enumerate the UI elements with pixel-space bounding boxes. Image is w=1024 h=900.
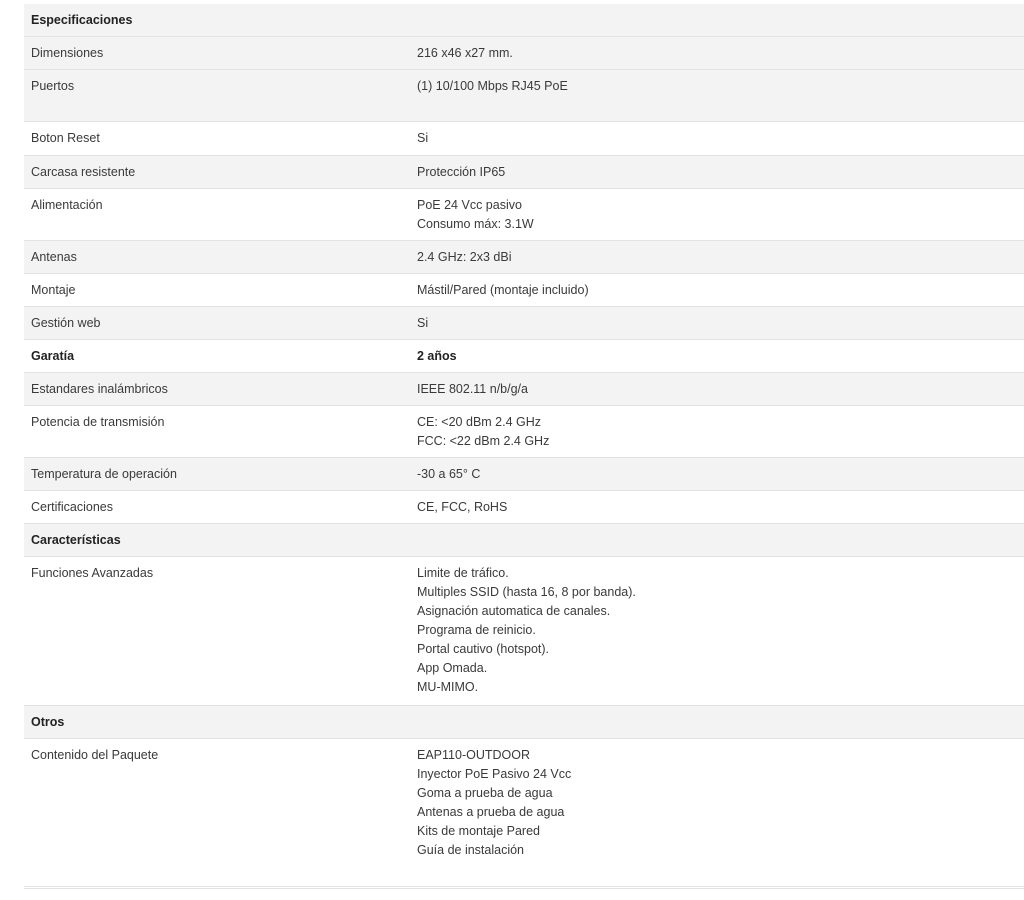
spec-value-line: Consumo máx: 3.1W bbox=[417, 217, 534, 231]
spec-value bbox=[417, 347, 1024, 372]
spec-label: Carcasa resistente bbox=[31, 165, 136, 179]
spec-value bbox=[417, 380, 1024, 405]
spec-value-line: Limite de tráfico. bbox=[417, 566, 509, 580]
spec-value-line: Si bbox=[417, 131, 429, 145]
spec-row bbox=[24, 274, 1024, 307]
spec-value bbox=[417, 564, 1024, 705]
spec-row bbox=[24, 307, 1024, 340]
spec-row bbox=[24, 458, 1024, 491]
spec-value bbox=[417, 11, 1024, 36]
section-header-row bbox=[24, 524, 1024, 557]
spec-label: Funciones Avanzadas bbox=[31, 566, 154, 580]
spec-row bbox=[24, 241, 1024, 274]
spec-value-line: CE: <20 dBm 2.4 GHz bbox=[417, 415, 542, 429]
spec-value-line: Kits de montaje Pared bbox=[417, 824, 540, 838]
spec-value bbox=[417, 77, 1024, 121]
spec-label: Alimentación bbox=[31, 198, 103, 212]
section-title: Otros bbox=[31, 715, 65, 729]
spec-value bbox=[417, 498, 1024, 523]
spec-label: Dimensiones bbox=[31, 46, 104, 60]
divider bbox=[24, 888, 1024, 889]
spec-row bbox=[24, 491, 1024, 524]
spec-label: Boton Reset bbox=[31, 131, 100, 145]
spec-value-line: MU-MIMO. bbox=[417, 680, 479, 694]
spec-value bbox=[417, 413, 1024, 457]
spec-label: Temperatura de operación bbox=[31, 467, 177, 481]
spec-value bbox=[417, 196, 1024, 240]
spec-value-line: Goma a prueba de agua bbox=[417, 786, 553, 800]
spec-row bbox=[24, 406, 1024, 458]
spec-value bbox=[417, 713, 1024, 738]
spec-value bbox=[417, 465, 1024, 490]
spec-value-line: 216 x46 x27 mm. bbox=[417, 46, 513, 60]
spec-row bbox=[24, 156, 1024, 189]
section-title: Garatía bbox=[31, 349, 75, 363]
spec-label: Potencia de transmisión bbox=[31, 415, 165, 429]
spec-value bbox=[417, 44, 1024, 69]
spec-label: Contenido del Paquete bbox=[31, 748, 159, 762]
spec-value-line: 2 años bbox=[417, 349, 457, 363]
spec-value-line: Asignación automatica de canales. bbox=[417, 604, 611, 618]
section-header-row bbox=[24, 340, 1024, 373]
spec-row bbox=[24, 189, 1024, 241]
section-header-row bbox=[24, 4, 1024, 37]
spec-value bbox=[417, 129, 1024, 155]
section-header-row bbox=[24, 706, 1024, 739]
spec-value-line: Antenas a prueba de agua bbox=[417, 805, 565, 819]
spec-label: Antenas bbox=[31, 250, 77, 264]
spec-row bbox=[24, 739, 1024, 887]
spec-row bbox=[24, 557, 1024, 706]
spec-value-line: Guía de instalación bbox=[417, 843, 525, 857]
spec-row bbox=[24, 70, 1024, 122]
section-title: Características bbox=[31, 533, 121, 547]
spec-label: Puertos bbox=[31, 79, 75, 93]
spec-value-line: App Omada. bbox=[417, 661, 488, 675]
section-title: Especificaciones bbox=[31, 13, 133, 27]
spec-value-line: -30 a 65° C bbox=[417, 467, 481, 481]
spec-label: Certificaciones bbox=[31, 500, 113, 514]
spec-value-line: FCC: <22 dBm 2.4 GHz bbox=[417, 434, 550, 448]
spec-value-line: PoE 24 Vcc pasivo bbox=[417, 198, 522, 212]
spec-value bbox=[417, 281, 1024, 306]
spec-value-line: Programa de reinicio. bbox=[417, 623, 536, 637]
spec-row bbox=[24, 37, 1024, 70]
spec-value bbox=[417, 746, 1024, 886]
spec-value-line: Mástil/Pared (montaje incluido) bbox=[417, 283, 589, 297]
spec-value-line: Portal cautivo (hotspot). bbox=[417, 642, 550, 656]
spec-value-line: EAP110-OUTDOOR bbox=[417, 748, 530, 762]
spec-row bbox=[24, 122, 1024, 156]
spec-value bbox=[417, 314, 1024, 339]
spec-value-line: IEEE 802.11 n/b/g/a bbox=[417, 382, 528, 396]
spec-table bbox=[24, 4, 1024, 887]
spec-label: Montaje bbox=[31, 283, 76, 297]
spec-value-line: 2.4 GHz: 2x3 dBi bbox=[417, 250, 512, 264]
spec-value-line: (1) 10/100 Mbps RJ45 PoE bbox=[417, 79, 568, 93]
spec-value bbox=[417, 248, 1024, 273]
spec-value-line: Protección IP65 bbox=[417, 165, 506, 179]
spec-value-line: Si bbox=[417, 316, 429, 330]
spec-value bbox=[417, 163, 1024, 188]
spec-label: Gestión web bbox=[31, 316, 101, 330]
spec-value bbox=[417, 531, 1024, 556]
spec-row bbox=[24, 373, 1024, 406]
spec-value-line: Inyector PoE Pasivo 24 Vcc bbox=[417, 767, 572, 781]
spec-value-line: CE, FCC, RoHS bbox=[417, 500, 508, 514]
spec-value-line: Multiples SSID (hasta 16, 8 por banda). bbox=[417, 585, 636, 599]
spec-label: Estandares inalámbricos bbox=[31, 382, 168, 396]
